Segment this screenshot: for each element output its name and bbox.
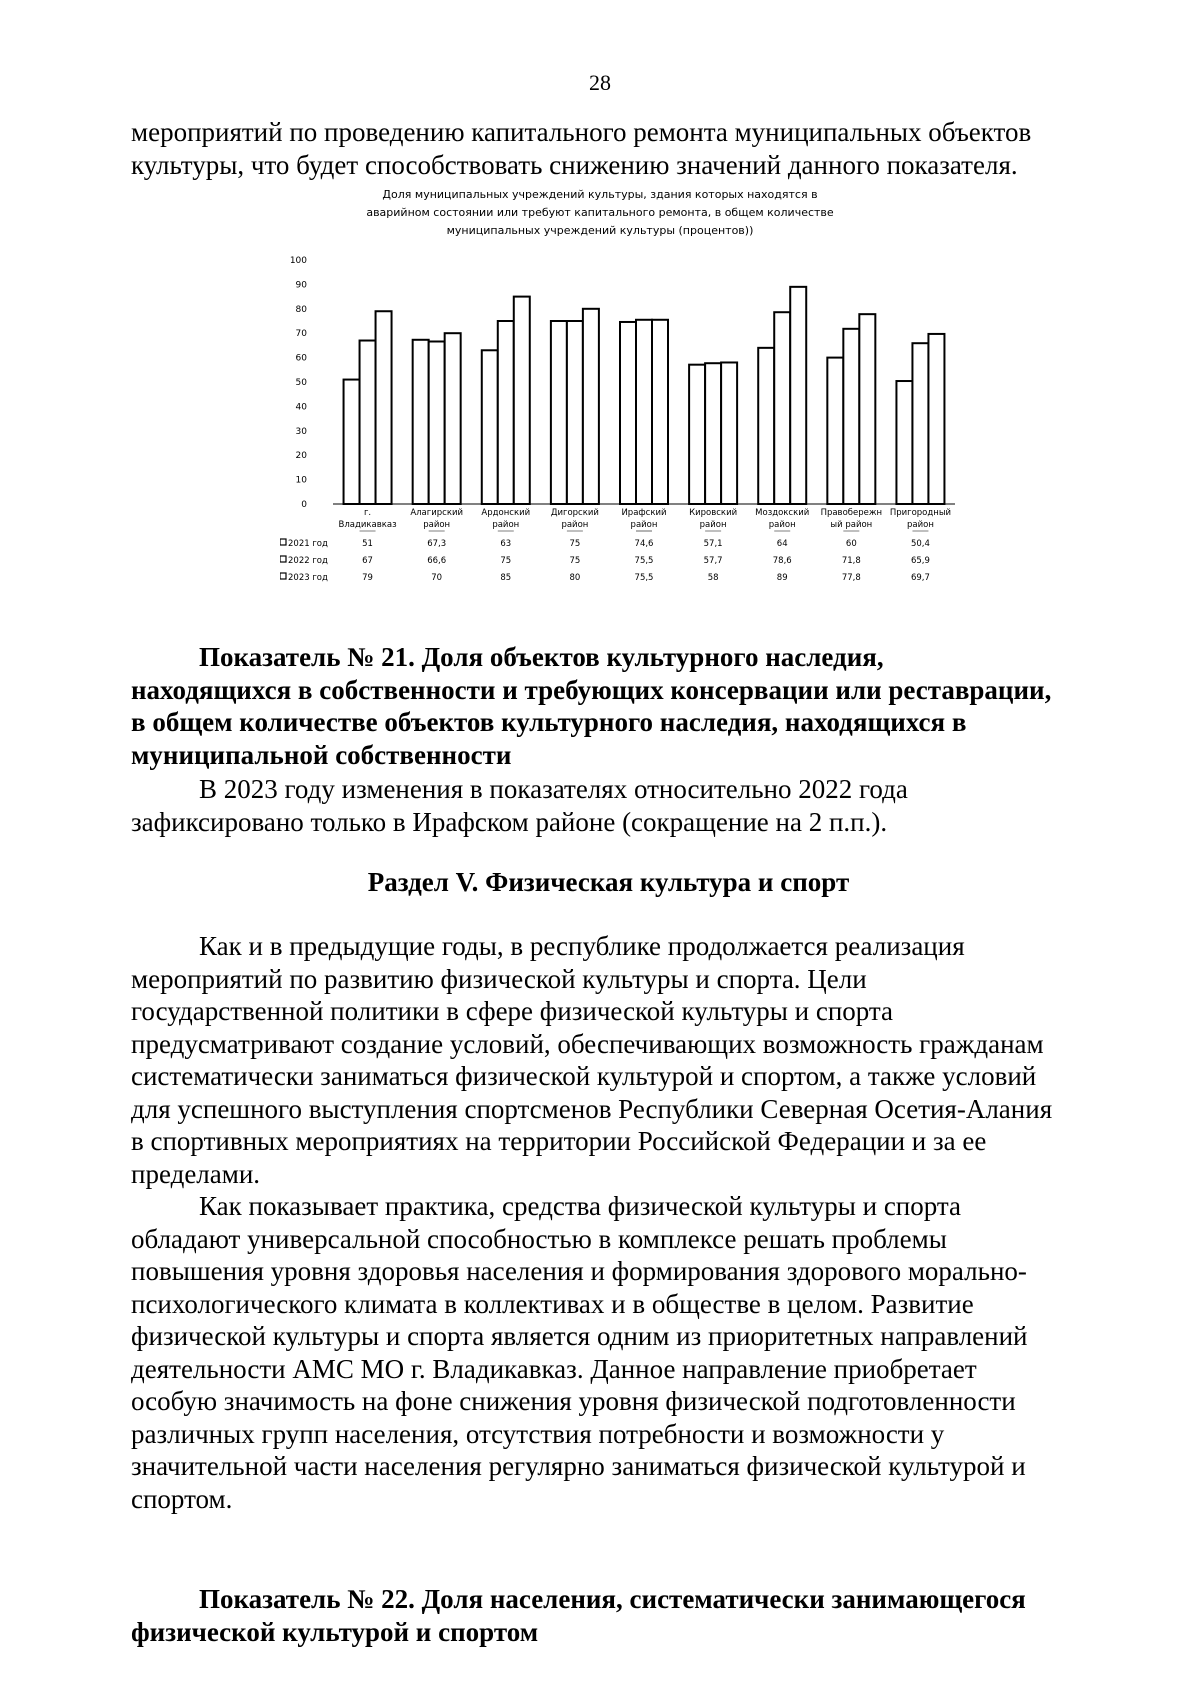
y-tick-label: 30 (295, 426, 307, 437)
data-value-label: 75 (500, 556, 512, 566)
text-line: государственной политики в сфере физической культуры и спорта (131, 996, 894, 1026)
data-value-label: 77,8 (841, 573, 861, 583)
y-tick-label: 20 (295, 451, 307, 462)
category-label: Моздокский (755, 508, 810, 518)
legend-label: 2022 год (288, 556, 328, 566)
text-line: особую значимость на фоне снижения уровня физической подготовленности (131, 1386, 1016, 1416)
text-line: систематически заниматься физической культурой и спортом, а также условий (131, 1061, 1037, 1091)
sport-paragraphs (131, 930, 1086, 1515)
text-line: предусматривают создание условий, обеспечивающих возможность гражданам (131, 1028, 1044, 1059)
text-line: спортом. (131, 1483, 233, 1514)
legend-marker (280, 556, 286, 562)
bar-2021-год-1 (413, 340, 429, 504)
data-value-label: 65,9 (910, 556, 930, 566)
data-value-label: 66,6 (427, 556, 447, 566)
category-label: Пригородный (889, 508, 952, 518)
bar-2021-год-7 (827, 358, 843, 504)
text-line: для успешного выступления спортсменов Республики Северная Осетия-Алания (131, 1093, 1053, 1124)
bar-2023-год-6 (790, 287, 806, 504)
legend-marker (280, 573, 286, 579)
category-label: г. (363, 508, 372, 518)
bar-2023-год-3 (583, 309, 599, 504)
data-value-label: 57,1 (703, 539, 723, 549)
bar-2023-год-5 (721, 362, 737, 504)
chart-x-labels (339, 508, 952, 531)
category-label: район (630, 520, 658, 530)
data-value-label: 67 (362, 556, 373, 566)
bar-2023-год-4 (652, 320, 668, 504)
data-value-label: 74,6 (634, 539, 654, 549)
category-label: район (561, 520, 589, 530)
data-value-label: 75,5 (634, 573, 654, 583)
text-line: пределами. (131, 1158, 261, 1189)
text-line: Как показывает практика, средства физической культуры и спорта (199, 1191, 962, 1221)
bar-2022-год-6 (774, 312, 790, 504)
data-value-label: 63 (500, 539, 512, 549)
indicator-21-text (131, 773, 1086, 838)
bar-2022-год-3 (567, 321, 583, 504)
y-tick-label: 10 (295, 475, 307, 486)
data-value-label: 51 (362, 539, 373, 549)
data-value-label: 57,7 (703, 556, 723, 566)
data-value-label: 67,3 (427, 539, 447, 549)
bar-2022-год-0 (360, 341, 376, 504)
category-label: ый район (830, 520, 873, 530)
bar-2022-год-7 (843, 329, 859, 504)
data-value-label: 75 (569, 556, 581, 566)
indicator-22-heading (131, 1583, 1086, 1648)
bar-2021-год-5 (689, 365, 705, 504)
intro-paragraph (131, 116, 1086, 181)
chart-bars (344, 287, 945, 504)
text-line: в спортивных мероприятиях на территории Российской Федерации и за ее (131, 1126, 987, 1156)
bar-2021-год-2 (482, 350, 498, 504)
category-label: Владикавказ (338, 520, 397, 530)
bar-2021-год-8 (896, 381, 912, 504)
data-value-label: 58 (707, 573, 719, 583)
category-label: район (768, 520, 796, 530)
bar-2022-год-4 (636, 320, 652, 504)
category-label: район (906, 520, 934, 530)
bar-2022-год-2 (498, 321, 514, 504)
bar-chart (280, 185, 960, 635)
heading-line: муниципальной собственности (131, 739, 512, 770)
category-label: Дигорский (550, 508, 599, 518)
text-line: значительной части населения регулярно заниматься физической культурой и (131, 1451, 1026, 1481)
data-value-label: 78,6 (772, 556, 792, 566)
data-value-label: 60 (845, 539, 857, 549)
data-value-label: 75 (569, 539, 581, 549)
text-line: повышения уровня здоровья населения и формирования здорового морально- (131, 1256, 1027, 1286)
data-value-label: 79 (362, 573, 373, 583)
category-label: Правобережн (820, 508, 883, 518)
bar-2023-год-2 (514, 297, 530, 504)
category-label: район (423, 520, 451, 530)
bar-2021-год-6 (758, 348, 774, 504)
intro-line: культуры, что будет способствовать снижению значений данного показателя. (131, 149, 1018, 180)
data-value-label: 71,8 (841, 556, 861, 566)
text-line: зафиксировано только в Ирафском районе (сокращение на 2 п.п.). (131, 806, 888, 837)
heading-line: физической культурой и спортом (131, 1616, 539, 1647)
bar-2021-год-4 (620, 322, 636, 504)
bar-2021-год-0 (344, 380, 360, 504)
category-label: район (492, 520, 520, 530)
y-tick-label: 0 (301, 500, 307, 510)
bar-2022-год-8 (912, 343, 928, 504)
legend-label: 2023 год (288, 573, 328, 583)
text-line: психологического климата в коллективах и в обществе в целом. Развитие (131, 1288, 974, 1319)
y-tick-label: 70 (295, 329, 307, 340)
data-value-label: 70 (431, 573, 443, 583)
category-label: район (699, 520, 727, 530)
data-value-label: 75,5 (634, 556, 654, 566)
data-value-label: 80 (569, 573, 581, 583)
y-tick-label: 40 (295, 402, 307, 413)
heading-line: в общем количестве объектов культурного наследия, находящихся в (131, 707, 967, 737)
bar-2021-год-3 (551, 321, 567, 504)
chart-title-line: Доля муниципальных учреждений культуры, здания которых находятся в (382, 188, 818, 201)
text-line: физической культуры и спорта является одним из приоритетных направлений (131, 1321, 1028, 1351)
data-value-label: 85 (500, 573, 512, 583)
bar-2022-год-1 (429, 341, 445, 504)
data-value-label: 64 (776, 539, 788, 549)
data-value-label: 89 (776, 573, 788, 583)
text-line: деятельности АМС МО г. Владикавказ. Данное направление приобретает (131, 1353, 977, 1384)
chart-title-line: аварийном состоянии или требуют капитального ремонта, в общем количестве (366, 206, 834, 219)
category-label: Кировский (689, 508, 738, 518)
text-line: мероприятий по развитию физической культуры и спорта. Цели (131, 963, 867, 994)
heading-line: Показатель № 22. Доля населения, систематически занимающегося (199, 1584, 1026, 1614)
data-value-label: 50,4 (910, 539, 930, 549)
data-value-label: 69,7 (910, 573, 930, 583)
section-title: Раздел V. Физическая культура и спорт (367, 867, 850, 897)
y-tick-label: 50 (295, 378, 307, 388)
category-label: Ирафский (621, 508, 667, 518)
chart-data-table (280, 539, 930, 583)
heading-line: находящихся в собственности и требующих консервации или реставрации, (131, 674, 1052, 705)
y-tick-label: 100 (289, 256, 307, 266)
bar-2023-год-8 (928, 334, 944, 504)
indicator-21-heading (131, 641, 1086, 771)
text-line: В 2023 году изменения в показателях относительно 2022 года (199, 774, 908, 804)
y-tick-label: 60 (295, 353, 307, 364)
intro-line: мероприятий по проведению капитального ремонта муниципальных объектов (131, 117, 1032, 147)
category-label: Ардонский (481, 508, 531, 518)
chart-title-line: муниципальных учреждений культуры (процентов)) (446, 224, 754, 237)
bar-2023-год-1 (445, 333, 461, 504)
text-line: различных групп населения, отсутствия потребности и возможности у (131, 1418, 945, 1449)
bar-2023-год-7 (859, 314, 875, 504)
page-number: 28 (589, 70, 611, 95)
y-tick-label: 90 (295, 280, 307, 291)
chart-title (366, 188, 834, 237)
bar-2023-год-0 (376, 311, 392, 504)
y-tick-label: 80 (295, 304, 307, 315)
text-line: обладают универсальной способностью в комплексе решать проблемы (131, 1223, 947, 1254)
category-label: Алагирский (410, 508, 464, 518)
heading-line: Показатель № 21. Доля объектов культурного наследия, (199, 642, 884, 672)
bar-2022-год-5 (705, 363, 721, 504)
legend-label: 2021 год (288, 539, 328, 549)
text-line: Как и в предыдущие годы, в республике продолжается реализация (199, 931, 965, 961)
legend-marker (280, 539, 286, 545)
